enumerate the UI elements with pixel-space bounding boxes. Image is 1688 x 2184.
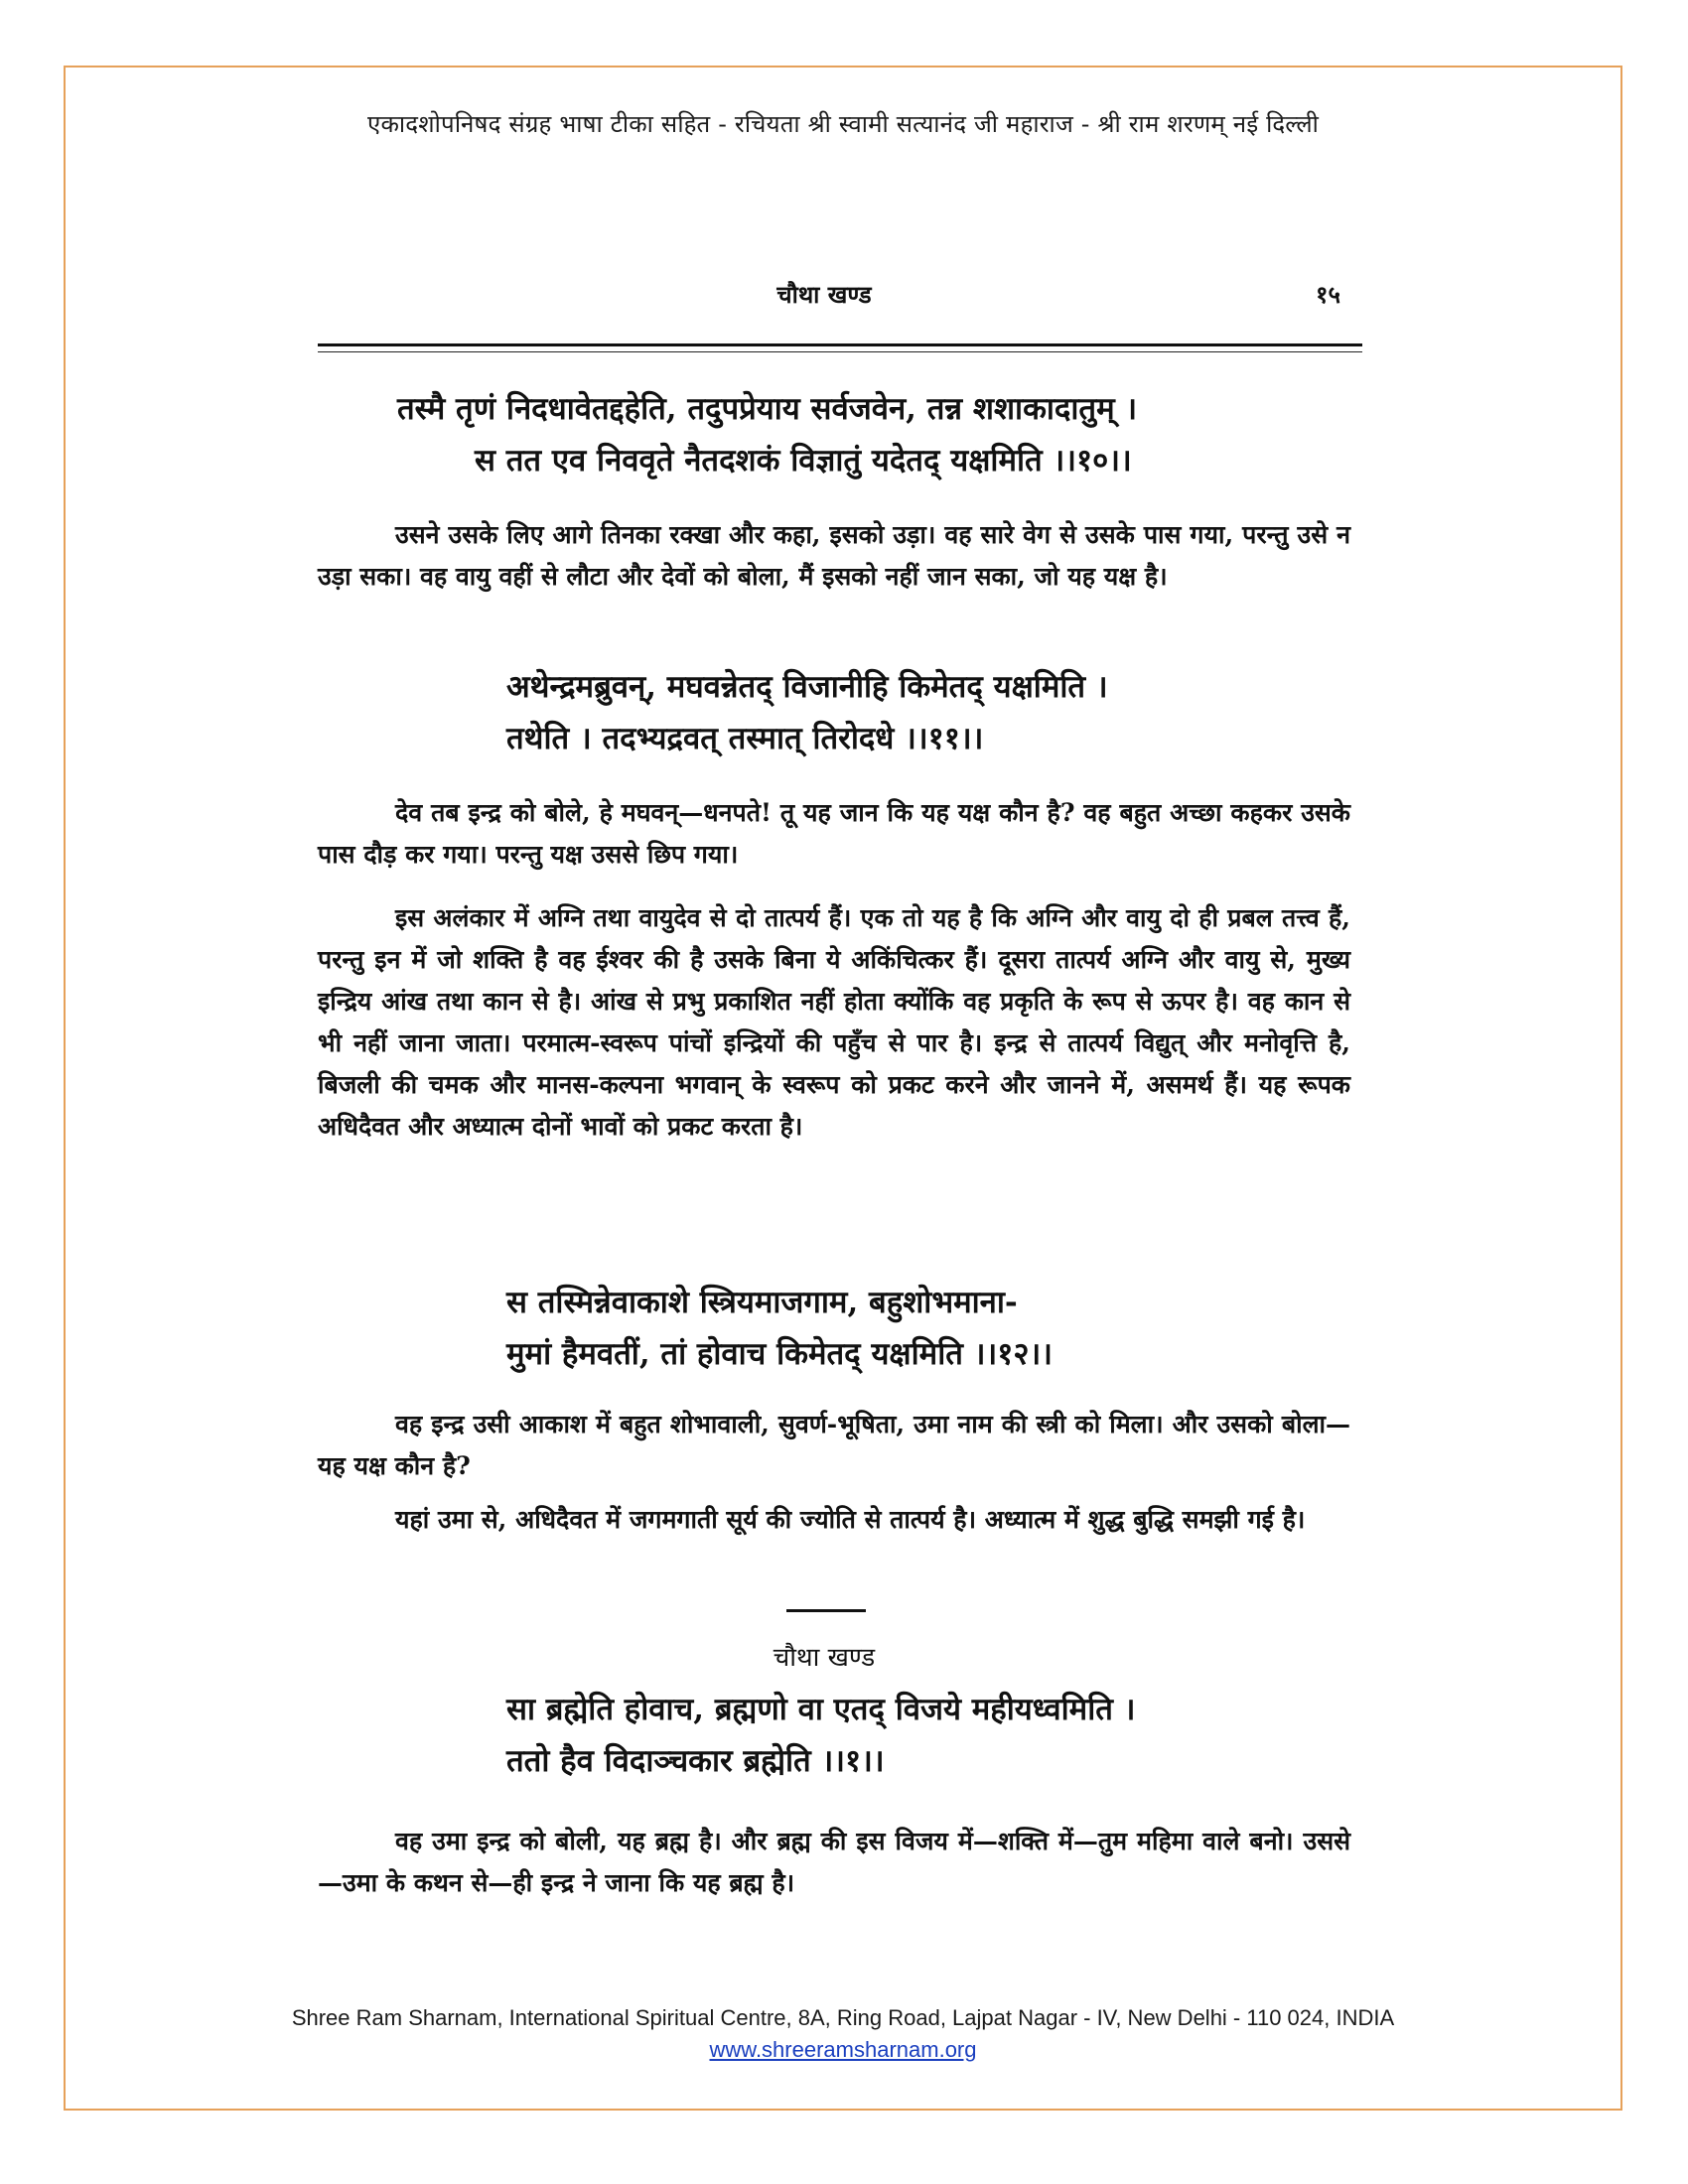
commentary-paragraph-uma: यहां उमा से, अधिदैवत में जगमगाती सूर्य की ज्योति से तात्पर्य है। अध्यात्म में शुद्ध बुद्धि समझी गई है।	[395, 1505, 1306, 1534]
verse-line: सा ब्रह्मेति होवाच, ब्रह्मणो वा एतद् विजये महीयध्वमिति ।	[506, 1692, 1136, 1727]
commentary-paragraph-11: देव तब इन्द्र को बोले, हे मघवन्—धनपते! तू यह जान कि यह यक्ष कौन है? वह बहुत अच्छा कहकर उसके पास दौड़ कर गया। परन्तु यक्ष उससे छिप गया।	[318, 798, 1350, 869]
page-number: १५	[1316, 280, 1340, 309]
header-rule-thick	[318, 343, 1362, 346]
verse-line: स तत एव निववृते नैतदशकं विज्ञातुं यदेतद् यक्षमिति ।।१०।।	[475, 443, 1132, 478]
verse-12	[298, 1277, 1380, 1380]
verse-11	[298, 661, 1380, 764]
running-title: चौथा खण्ड	[776, 280, 872, 309]
section-title: चौथा खण्ड	[773, 1643, 876, 1673]
verse-line: स तस्मिन्नेवाकाशे स्त्रियमाजगाम, बहुशोभमाना-	[506, 1285, 1018, 1320]
commentary-paragraph-4-1: वह उमा इन्द्र को बोली, यह ब्रह्म है। और ब्रह्म की इस विजय में—शक्ति में—तुम महिमा वाले बनो। उससे—उमा के कथन से—ही इन्द्र ने जाना कि यह ब्रह्म है।	[318, 1827, 1350, 1897]
commentary-paragraph-alankar: इस अलंकार में अग्नि तथा वायुदेव से दो तात्पर्य हैं। एक तो यह है कि अग्नि और वायु दो ही प्रबल तत्त्व हैं, परन्तु इन में जो शक्ति है वह ईश्वर की है उसके बिना ये अकिंचित्कर हैं। दूसरा तात्पर्य अग्नि और वायु से, मुख्य इन्द्रिय आंख तथा कान से है। आंख से प्रभु प्रकाशित नहीं होता क्योंकि वह प्रकृति के रूप से ऊपर है। वह कान से भी नहीं जाना जाता। परमात्म-स्वरूप पांचों इन्द्रियों की पहुँच से पार है। इन्द्र से तात्पर्य विद्युत् और मनोवृत्ति है, बिजली की चमक और मानस-कल्पना भगवान् के स्वरूप को प्रकट करने और जानने में, असमर्थ हैं। यह रूपक अधिदैवत और अध्यात्म दोनों भावों को प्रकट करता है।	[318, 903, 1350, 1141]
scanned-book-page	[298, 248, 1380, 1936]
verse-4-1	[298, 1684, 1380, 1787]
running-head	[298, 278, 1350, 318]
page-header-title: एकादशोपनिषद संग्रह भाषा टीका सहित - रचियता श्री स्वामी सत्यानंद जी महाराज - श्री राम शरणम् नई दिल्ली	[366, 110, 1320, 138]
commentary-paragraph-10: उसने उसके लिए आगे तिनका रक्खा और कहा, इसको उड़ा। वह सारे वेग से उसके पास गया, परन्तु उसे न उड़ा सका। वह वायु वहीं से लौटा और देवों को बोला, मैं इसको नहीं जान सका, जो यह यक्ष है।	[318, 520, 1350, 591]
verse-10	[298, 383, 1380, 486]
verse-line: अथेन्द्रमब्रुवन्, मघवन्नेतद् विजानीहि किमेतद् यक्षमिति ।	[506, 669, 1108, 705]
verse-line: तस्मै तृणं निदधावेतद्दहेति, तदुपप्रेयाय सर्वजवेन, तन्न शशाकादातुम् ।	[397, 391, 1138, 427]
verse-line: तथेति । तदभ्यद्रवत् तस्मात् तिरोदधे ।।११।।	[506, 721, 984, 756]
footer-address: Shree Ram Sharnam, International Spiritual Centre, 8A, Ring Road, Lajpat Nagar - IV, New Delhi - 110 024, INDIA	[291, 2005, 1395, 2030]
footer-website-link[interactable]: www.shreeramsharnam.org	[709, 2037, 977, 2062]
section-divider	[786, 1609, 866, 1612]
header-rule-thin	[318, 351, 1362, 352]
verse-line: मुमां हैमवतीं, तां होवाच किमेतद् यक्षमिति ।।१२।।	[506, 1336, 1053, 1372]
verse-line: ततो हैव विदाञ्चकार ब्रह्मेति ।।१।।	[506, 1743, 885, 1779]
commentary-paragraph-12: वह इन्द्र उसी आकाश में बहुत शोभावाली, सुवर्ण-भूषिता, उमा नाम की स्त्री को मिला। और उसको बोला—यह यक्ष कौन है?	[318, 1410, 1350, 1480]
